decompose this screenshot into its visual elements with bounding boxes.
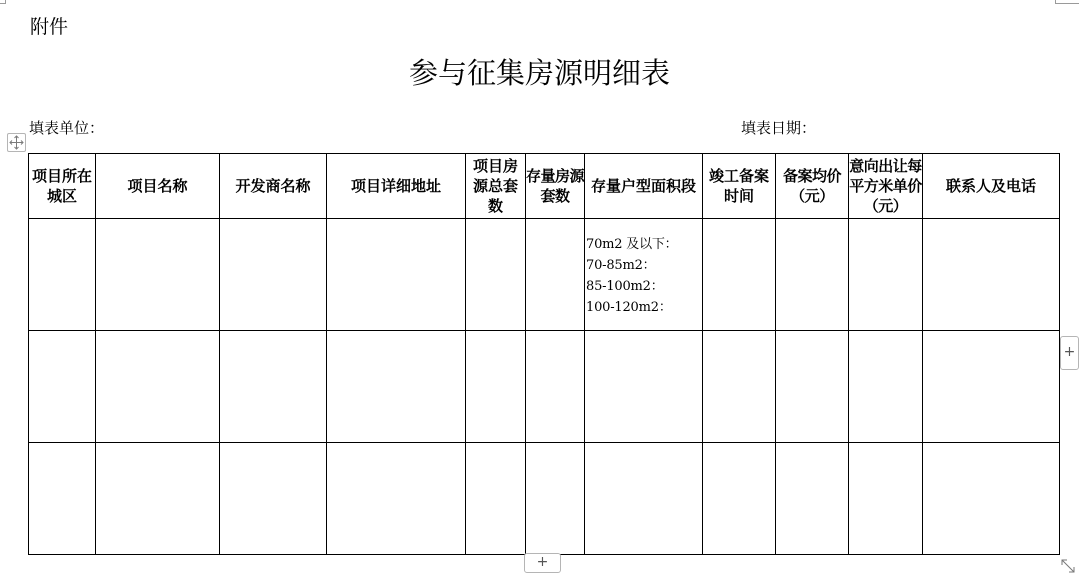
table-row	[29, 443, 1060, 555]
header-cell-contact: 联系人及电话	[923, 154, 1060, 219]
table-cell[interactable]	[849, 331, 923, 443]
table-cell[interactable]	[585, 331, 703, 443]
table-cell[interactable]	[703, 443, 776, 555]
table-cell[interactable]	[526, 331, 585, 443]
table-cell[interactable]	[96, 443, 220, 555]
table-move-handle[interactable]	[7, 133, 26, 152]
table-cell[interactable]	[849, 443, 923, 555]
document-title: 参与征集房源明细表	[408, 56, 670, 90]
area-range-list	[585, 219, 702, 318]
table-cell-area-ranges[interactable]	[585, 219, 703, 331]
table-cell[interactable]	[220, 443, 327, 555]
header-cell-address: 项目详细地址	[327, 154, 466, 219]
area-range-item: 70m2 及以下：	[586, 237, 678, 252]
page-corner-marker	[0, 0, 6, 4]
table-cell[interactable]	[220, 219, 327, 331]
table-cell[interactable]	[526, 219, 585, 331]
table-row	[29, 219, 1060, 331]
table-cell[interactable]	[327, 331, 466, 443]
table-cell[interactable]	[29, 331, 96, 443]
table-cell[interactable]	[327, 443, 466, 555]
table-cell[interactable]	[923, 331, 1060, 443]
add-row-button[interactable]: +	[524, 553, 561, 573]
fill-unit-label: 填表单位：	[29, 119, 105, 137]
table-cell[interactable]	[703, 331, 776, 443]
table-cell[interactable]	[466, 219, 526, 331]
add-column-button[interactable]: +	[1060, 336, 1079, 370]
table-cell[interactable]	[220, 331, 327, 443]
table-resize-handle[interactable]	[1059, 557, 1077, 575]
table-cell[interactable]	[703, 219, 776, 331]
table-cell[interactable]	[776, 443, 849, 555]
header-cell-avg-price: 备案均价（元）	[776, 154, 849, 219]
table-cell[interactable]	[776, 219, 849, 331]
table-cell[interactable]	[923, 443, 1060, 555]
area-range-item: 100-120m2：	[586, 300, 672, 315]
housing-detail-table	[28, 153, 1060, 555]
area-range-item: 70-85m2：	[586, 258, 656, 273]
header-cell-developer: 开发商名称	[220, 154, 327, 219]
table-cell[interactable]	[327, 219, 466, 331]
fill-date-label: 填表日期：	[741, 119, 817, 137]
table-cell[interactable]	[849, 219, 923, 331]
header-cell-total-units: 项目房源总套数	[466, 154, 526, 219]
header-cell-unit-price: 意向出让每平方米单价（元）	[849, 154, 923, 219]
header-cell-project-name: 项目名称	[96, 154, 220, 219]
table-cell[interactable]	[923, 219, 1060, 331]
header-cell-district: 项目所在城区	[29, 154, 96, 219]
table-cell[interactable]	[29, 219, 96, 331]
table-cell[interactable]	[96, 219, 220, 331]
page-corner-marker	[1055, 0, 1079, 4]
attachment-label: 附件	[30, 16, 69, 38]
table-cell[interactable]	[585, 443, 703, 555]
table-cell[interactable]	[776, 331, 849, 443]
table-cell[interactable]	[96, 331, 220, 443]
move-arrows-icon	[8, 134, 25, 151]
detail-table-container	[28, 153, 1060, 555]
header-cell-completion-date: 竣工备案时间	[703, 154, 776, 219]
table-cell[interactable]	[466, 443, 526, 555]
table-header-row	[29, 154, 1060, 219]
table-cell[interactable]	[466, 331, 526, 443]
table-cell[interactable]	[526, 443, 585, 555]
table-cell[interactable]	[29, 443, 96, 555]
area-range-item: 85-100m2：	[586, 279, 664, 294]
header-cell-stock-units: 存量房源套数	[526, 154, 585, 219]
resize-diagonal-icon	[1059, 557, 1077, 575]
table-row	[29, 331, 1060, 443]
header-cell-area-range: 存量户型面积段	[585, 154, 703, 219]
